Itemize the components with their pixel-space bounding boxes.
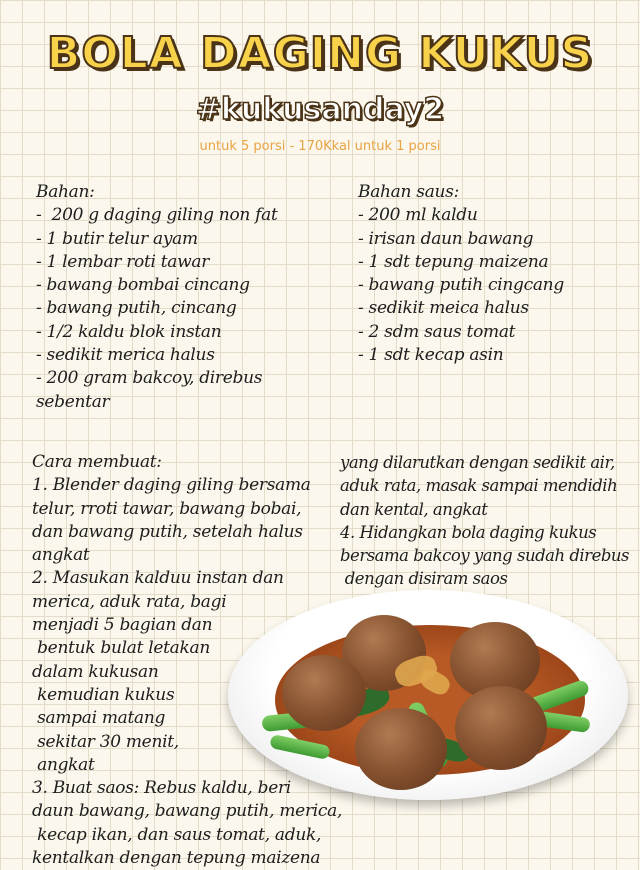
instruction-line: aduk rata, masak sampai mendidih [340, 476, 618, 496]
instructions-right [340, 451, 629, 591]
sauce-ingredient-item: - 200 ml kaldu [358, 205, 478, 226]
ingredient-item: - 200 gram bakcoy, direbus [36, 368, 263, 389]
meatball [355, 708, 447, 790]
instruction-line: kecap ikan, dan saus tomat, aduk, [32, 824, 322, 845]
instruction-line: 3. Buat saos: Rebus kaldu, beri [32, 778, 291, 799]
ingredient-item: - sedikit merica halus [36, 345, 215, 366]
instruction-line: dengan disiram saos [340, 569, 508, 589]
recipe-subtitle: untuk 5 porsi - 170Kkal untuk 1 porsi [199, 139, 441, 154]
ingredient-item: - 1 butir telur ayam [36, 228, 198, 249]
recipe-title: BOLA DAGING KUKUS [46, 28, 594, 79]
instruction-line: dan kental, angkat [340, 499, 488, 519]
recipe-hashtag: #kukusanday2 [195, 92, 445, 127]
instruction-line: dan bawang putih, setelah halus [32, 521, 303, 542]
instruction-line: dalam kukusan [32, 661, 159, 682]
sauce-ingredient-item: - irisan daun bawang [358, 228, 534, 249]
instruction-line: bentuk bulat letakan [32, 638, 210, 659]
instruction-line: telur, rroti tawar, bawang bobai, [32, 498, 302, 519]
instruction-line: angkat [32, 754, 95, 775]
sauce-ingredient-item: - bawang putih cingcang [358, 275, 564, 296]
sauce-ingredient-item: - sedikit meica halus [358, 298, 529, 319]
sauce-ingredients-heading: Bahan saus: [358, 182, 460, 202]
instruction-line: menjadi 5 bagian dan [32, 615, 213, 636]
instruction-line: sampai matang [32, 708, 166, 729]
sauce-ingredient-item: - 1 sdt tepung maizena [358, 251, 549, 272]
instruction-line: sekitar 30 menit, [32, 731, 179, 752]
sauce-ingredients-list [358, 181, 564, 367]
instruction-line: angkat [32, 545, 90, 566]
instruction-line: merica, aduk rata, bagi [32, 591, 227, 612]
instruction-line: 2. Masukan kalduu instan dan [32, 568, 284, 589]
ingredient-item: - 200 g daging giling non fat [36, 205, 278, 226]
instructions-left [32, 451, 342, 870]
instruction-line: 4. Hidangkan bola daging kukus [340, 522, 597, 542]
sauce-ingredient-item: - 1 sdt kecap asin [358, 345, 504, 366]
instruction-line: kentalkan dengan tepung maizena [32, 848, 321, 869]
instruction-line: daun bawang, bawang putih, merica, [32, 801, 343, 822]
instruction-line: kemudian kukus [32, 684, 175, 705]
ingredients-list [36, 181, 278, 414]
ingredient-item: - 1/2 kaldu blok instan [36, 321, 222, 342]
meatball [455, 686, 547, 770]
ingredient-item: - bawang bombai cincang [36, 275, 250, 296]
instruction-line: 1. Blender daging giling bersama [32, 475, 311, 496]
instruction-line: yang dilarutkan dengan sedikit air, [340, 453, 615, 472]
ingredients-heading: Bahan: [36, 182, 95, 202]
ingredient-item: sebentar [36, 391, 110, 412]
ingredient-item: - bawang putih, cincang [36, 298, 237, 319]
sauce-ingredient-item: - 2 sdm saus tomat [358, 321, 516, 342]
ingredient-item: - 1 lembar roti tawar [36, 251, 210, 272]
instructions-heading: Cara membuat: [32, 452, 162, 472]
instruction-line: bersama bakcoy yang sudah direbus [340, 546, 629, 566]
